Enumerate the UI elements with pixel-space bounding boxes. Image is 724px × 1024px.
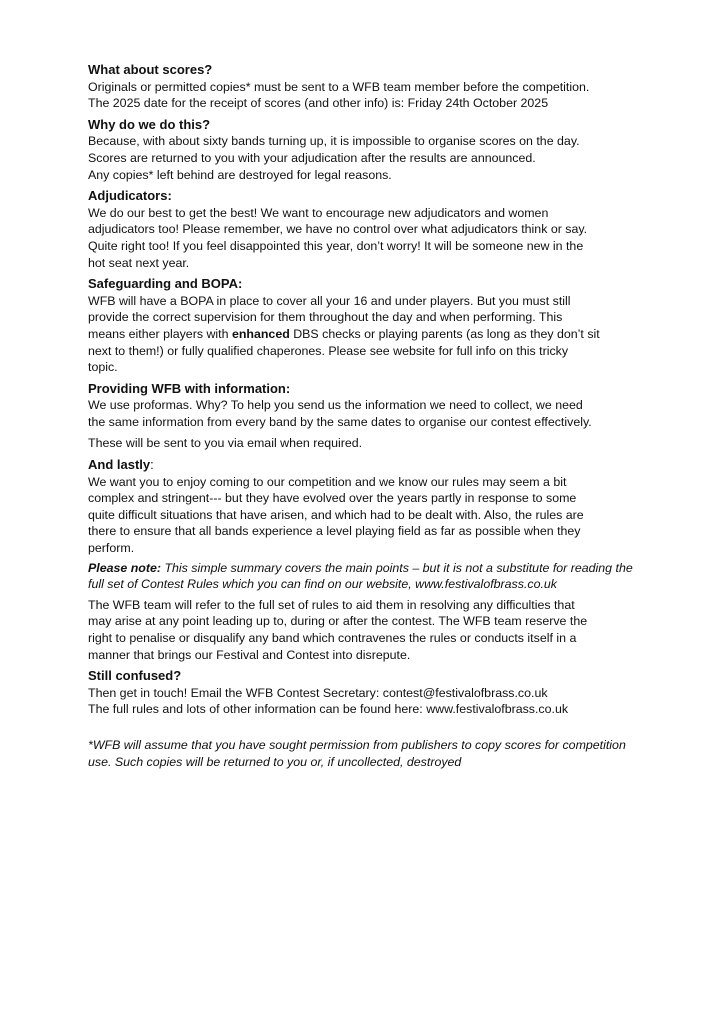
text-line: These will be sent to you via email when required.	[88, 436, 363, 451]
text-line	[88, 326, 654, 343]
emphasized-word: enhanced	[231, 326, 290, 341]
text-line: quite difficult situations that have arisen, and which had to be dealt with. Also, the rules are	[88, 507, 584, 522]
text-line: hot seat next year.	[88, 255, 190, 270]
text-line: provide the correct supervision for them throughout the day and when performing. This	[88, 310, 563, 325]
section-heading	[88, 457, 654, 474]
text-line: topic.	[88, 360, 118, 375]
rules-paragraph	[88, 597, 654, 663]
note-label: Please note:	[88, 560, 161, 575]
text-line: manner that brings our Festival and Contest into disrepute.	[88, 647, 411, 662]
text-segment: means either players with	[88, 326, 232, 341]
text-line: The WFB team will refer to the full set of rules to aid them in resolving any difficulties that	[88, 597, 575, 612]
section-heading: Providing WFB with information:	[88, 380, 291, 396]
section-heading: Why do we do this?	[88, 116, 211, 132]
heading-colon: :	[150, 457, 154, 473]
text-line: We use proformas. Why? To help you send us the information we need to collect, we need	[88, 398, 583, 413]
section-safeguarding	[88, 276, 654, 376]
text-line: the same information from every band by the same dates to organise our contest effectively.	[88, 414, 592, 429]
section-heading: Still confused?	[88, 668, 182, 684]
text-line: right to penalise or disqualify any band which contravenes the rules or conducts itself in a	[88, 631, 577, 645]
section-heading: Safeguarding and BOPA:	[88, 276, 243, 292]
footnote	[88, 737, 654, 770]
text-line: use. Such copies will be returned to you or, if uncollected, destroyed	[88, 754, 462, 769]
please-note-paragraph	[88, 560, 654, 593]
text-line: WFB will have a BOPA in place to cover all your 16 and under players. But you must still	[88, 293, 571, 308]
text-line: Because, with about sixty bands turning up, it is impossible to organise scores on the day.	[88, 134, 580, 149]
text-line: perform.	[88, 541, 135, 556]
text-line	[88, 560, 654, 577]
section-heading: What about scores?	[88, 62, 213, 77]
text-line: We want you to enjoy coming to our competition and we know our rules may seem a bit	[88, 474, 567, 489]
text-line: Then get in touch! Email the WFB Contest Secretary: contest@festivalofbrass.co.uk	[88, 685, 548, 700]
heading-text: And lastly	[88, 457, 151, 473]
text-line: may arise at any point leading up to, during or after the contest. The WFB team reserve the	[88, 614, 588, 629]
text-segment: This simple summary covers the main points – but it is not a substitute for reading the	[161, 560, 633, 575]
section-why	[88, 117, 654, 183]
text-segment: DBS checks or playing parents (as long as they don’t sit	[289, 326, 600, 341]
section-scores	[88, 62, 654, 112]
text-line: Any copies* left behind are destroyed for legal reasons.	[88, 167, 392, 182]
section-adjudicators	[88, 188, 654, 271]
text-line: We do our best to get the best! We want to encourage new adjudicators and women	[88, 205, 549, 220]
section-confused	[88, 668, 654, 718]
text-line: complex and stringent--- but they have evolved over the years partly in response to some	[88, 491, 577, 506]
text-line: Scores are returned to you with your adjudication after the results are announced.	[88, 150, 536, 165]
section-lastly	[88, 457, 654, 663]
text-line: next to them!) or fully qualified chaperones. Please see website for full info on this tricky	[88, 343, 569, 358]
text-line: The full rules and lots of other information can be found here: www.festivalofbrass.co.uk	[88, 702, 569, 717]
text-line: adjudicators too! Please remember, we have no control over what adjudicators think or say.	[88, 222, 588, 237]
text-line: Quite right too! If you feel disappointed this year, don’t worry! It will be someone new in the	[88, 238, 584, 253]
text-line: full set of Contest Rules which you can find on our website, www.festivalofbrass.co.uk	[88, 577, 558, 592]
text-line: Originals or permitted copies* must be sent to a WFB team member before the competition.	[88, 79, 590, 94]
text-line: *WFB will assume that you have sought permission from publishers to copy scores for competition	[88, 737, 626, 752]
text-line: there to ensure that all bands experience a level playing field as far as possible when they	[88, 524, 581, 539]
section-heading: Adjudicators:	[88, 188, 172, 204]
text-line: The 2025 date for the receipt of scores (and other info) is: Friday 24th October 2025	[88, 96, 549, 111]
section-information	[88, 381, 654, 452]
